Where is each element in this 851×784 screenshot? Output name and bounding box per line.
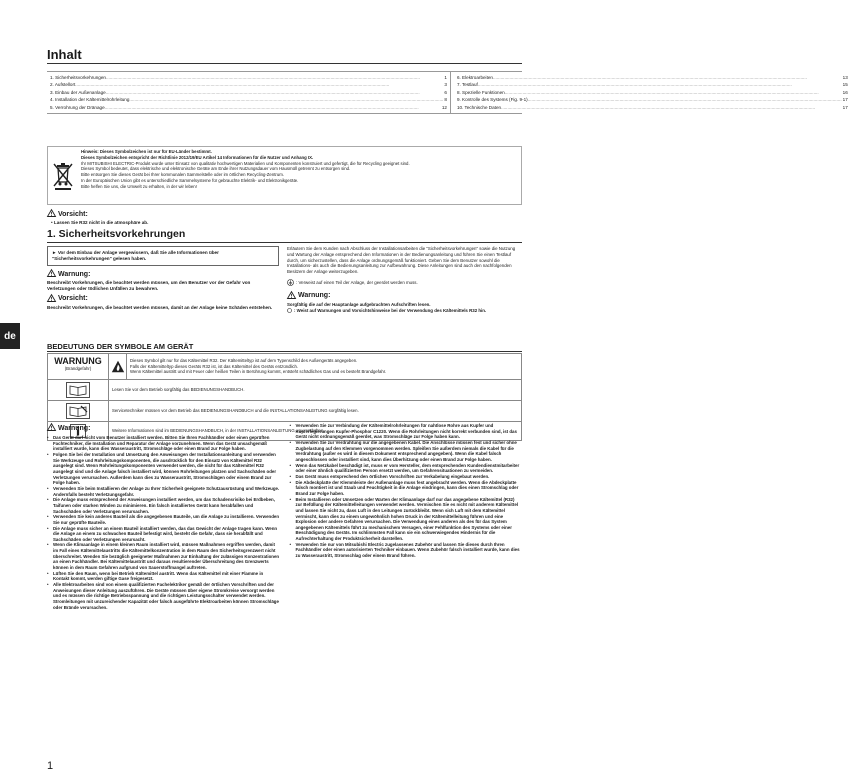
toc-entry-title: 1. Sicherheitsvorkehrungen [50,75,106,80]
toc-right-column [450,72,851,113]
toc-entry[interactable] [457,104,848,111]
toc-entry-page: 12 [441,104,447,110]
safety-left-column [47,246,279,311]
warning-item [47,452,280,486]
section-rule [47,242,522,243]
ground-symbol-text: : Verweist auf einen Teil der Anlage, der geerdet werden muss. [296,280,418,286]
symbol-text: Lesen Sie vor dem Betrieb sorgfältig das BEDIENUNGSHANDBUCH. [112,387,245,393]
toc-entry-page: 13 [842,75,848,80]
warning-item-text: Beim Installieren oder Umsetzen oder Warten der Klimaanlage darf nur das angegebene Kältemittel (R32) zur Befüllung der Kältemittelleitungen verwendet werden. Vermischen Sie es nicht mit anderem Kältemittel und lassen Sie nicht zu, dass Luft in den Leitungen zurückbleibt. Wenn sich Luft mit dem Kältemittel vermischt, kann dies zu einem ungewöhnlich hohen Druck in der Kältemittelleitung führen und eine Explosion oder andere Gefahren verursachen. Die Verwendung eines anderen als des für das System angegebenen Kältemittels führt zu mechanischem Versagen, einer Fehlfunktion des Systems oder einer Beschädigung des Geräts. Im schlimmsten Fall kann sie ein schwerwiegendes Hindernis für die Aufrechterhaltung der Produktsicherheit darstellen. [295,496,519,542]
page-title: Inhalt [47,47,82,62]
symbol-warning-line: Wenn Kältemittel austritt und mit Feuer oder heißen Teilen in Berührung kommt, entsteht schädliches Gas und es besteht Brandgefahr. [130,369,387,375]
warning-item [47,526,280,543]
ground-icon [287,279,294,288]
toc-entry[interactable] [457,81,848,88]
caution-label: Vorsicht: [58,295,88,303]
warning-item [47,435,280,452]
warning-label: Warnung: [58,424,91,432]
weee-notice-box [47,146,522,205]
toc-entry-page: 17 [842,97,848,103]
warning-item-text: Folgen Sie bei der Installation und Umsetzung den Anweisungen der Installationsanleitung und verwenden Sie Werkzeuge und Rohrleitungskomponenten, die ausdrücklich für den Einsatz von Kältemittel R32 ausgelegt sind. Wenn Rohrleitungskomponenten verwendet werden, die nicht für das Kältemittel R32 ausgelegt sind und die Anlage falsch installiert wird, können Rohrleitungen platzen und Sachschäden oder Verletzungen verursachen. Außerdem kann dies zu Wasseraustritt, Stromschlägen oder einem Brand zur Folge haben. [53,451,277,486]
warning-item-text: Die Abdeckplatte der Klemmleiste der Außenanlage muss fest angebracht werden. Wenn die Abdeckplatte falsch montiert ist und Staub und Feuchtigkeit in die Anlage eindringen, kann dies einen Stromschlag oder Brand zur Folge haben. [295,479,519,496]
weee-notice-text [78,147,413,204]
warning-item [47,486,280,497]
toc-entry-page: 16 [842,89,848,95]
warning-item [47,571,280,582]
warning-item-text: Die Anlage muss entsprechend der Anweisungen installiert werden, um das Schadensrisiko bei Erdbeben, Taifunen oder starken Winden zu minimieren. Ein falsch installiertes Gerät kann herabfallen und Sachschäden oder Verletzungen verursachen. [53,497,275,514]
warning-right-column [290,423,523,610]
warning-item-text: Das Gerät muss entsprechend den örtlichen Vorschriften zur Verkabelung eingebaut werden. [295,473,490,479]
caution-description: Beschreibt Vorkehrungen, die beachtet werden müssen, damit an der Anlage keine Schäden entstehen. [47,304,273,310]
toc-leader-dots [106,74,443,81]
toc-entry-page: 1 [444,75,447,80]
toc-entry[interactable] [50,81,447,88]
warning-item [47,497,280,514]
service-manual-icon [48,401,109,421]
warning-item-text: Wenn das Netzkabel beschädigt ist, muss er vom Hersteller, dem entsprechenden Kundendienstmitarbeiter oder einer ähnlich qualifizierten Person ersetzt werden, um Gefahrensituationen zu vermeiden. [295,462,520,474]
warning-triangle-icon [287,291,296,302]
warning-item [47,582,280,610]
bullet-icon: • [47,497,49,503]
bullet-icon: • [47,451,49,457]
warning-item [290,440,523,463]
warning-item-text: Verwenden Sie nur von Mitsubishi Electric zugelassenes Zubehör und lassen Sie dieses durch Ihren Fachhändler oder einen autorisierten Techniker einbauen. Wenn Zubehör falsch installiert wurde, kann dies zu Wasseraustritt, Stromschlag oder einem Brand führen. [295,541,520,559]
weee-line: Bitte helfen Sie uns, die Umwelt zu erhalten, in der wir leben! [81,183,197,189]
warning-item [290,423,523,440]
top-caution [47,209,307,226]
bullet-icon: • [289,439,292,445]
toc-leader-dots [478,81,842,88]
toc-leader-dots [129,96,443,103]
bullet-icon: • [47,435,49,440]
warning-item-text: Das Gerät darf nicht vom Benutzer installiert werden. Bitten Sie Ihren Fachhändler oder einen geprüften Fachtechniker, die Installation und Reparatur der Anlage vorzunehmen. Wenn das Gerät unsachgemäß installiert wurde, kann dies Wasseraustritt, Stromschläge oder einen Brand zur Folge haben. [53,435,270,452]
weee-line: Hinweis: Dieses Symbolzeichen ist nur für EU-Länder bestimmt. [81,149,212,154]
toc-entry[interactable] [457,89,848,96]
warning-triangle-icon [47,269,56,280]
toc-entry-title: 8. Spezielle Funktionen [456,89,505,95]
weee-line: Dieses Symbol bedeutet, dass elektrische und elektronische Geräte am Ende ihrer Nutzungsdauer vom Hausmüll getrennt zu entsorgen sind. [81,166,351,172]
bullet-icon: • [47,485,49,491]
symbols-heading: BEDEUTUNG DER SYMBOLE AM GERÄT [47,342,194,351]
toc-leader-dots [528,96,842,103]
toc-leader-dots [493,74,842,81]
weee-line: In der Europäischen Union gibt es unterschiedliche Sammelsysteme für gebrauchte Elektrik- und Elektronikgeräte. [81,177,299,183]
toc-entry[interactable] [457,96,848,103]
bullet-icon: • [47,514,49,520]
toc-entry-title: 4. Installation der Kältemittelrohrleitung [50,97,130,103]
bullet-icon: • [47,525,49,531]
section-title: 1. Sicherheitsvorkehrungen [47,228,186,240]
toc-entry-title: 6. Elektroarbeiten [456,75,493,80]
page-number: 1 [47,760,54,772]
warning-triangle-icon [47,423,56,434]
warning-label: Warnung: [298,292,331,300]
symbol-warning-subtitle: (Brandgefahr) [64,366,92,371]
symbol-row [48,400,521,421]
safety-right-column [287,246,522,314]
symbol-row [48,354,521,379]
symbol-warning-line: Dieses Symbol gilt nur für das Kältemittel R32. Der Kältemitteltyp ist auf dem Typenschild des Außengeräts angegeben. [130,358,358,364]
symbol-warning-title: WARNUNG [54,356,102,366]
weee-line: Bitte entsorgen Sie dieses Gerät bei Ihrer kommunalen Sammelstelle oder im örtlichen Recycling-Zentrum. [81,172,284,178]
toc-entry-page: 3 [444,82,447,88]
bullet-icon: • [289,462,292,468]
symbols-rule [47,351,522,352]
handover-instructions: Erläutern Sie dem Kunden nach Abschluss der Installationsarbeiten die "Sicherheitsvorkehrungen" sowie die Nutzung und Wartung der Anlage entsprechend den Informationen in der Bedienungsanleitung und führen Sie einen Testlauf durch, um sicherzustellen, dass die Anlage ordnungsgemäß funktioniert. Geben Sie dem Benutzer sowohl die Installations- als auch die Bedienungsanleitung zur Aufbewahrung. Diese Anleitungen sind auch den nachfolgenden Besitzern der Anlage weiterzugeben. [287,246,516,275]
warning-item-text: Lüften Sie den Raum, wenn bei Betrieb Kältemittel austritt. Wenn das Kältemittel mit einer Flamme in Kontakt kommt, werden giftige Gase freigesetzt. [53,570,264,582]
warning-item-text: Wenn die Klimaanlage in einem kleinen Raum installiert wird, müssen Maßnahmen ergriffen werden, damit im Fall eines Kältemittelaustritts die Kältemittelkonzentration in dem Raum den Sicherheitsgrenzwert nicht überschreitet. Wenden Sie bezüglich geeigneter Maßnahmen zur Einhaltung der zulässigen Konzentrationen an einen Fachhändler. Bei Kältemittelaustritt und daraus resultierender Überschreitung des Grenzwerts können in dem Raum Gefahren aufgrund von Sauerstoffmangel auftreten. [53,542,280,571]
toc-entry-title: 10. Technische Daten [456,104,502,110]
toc-entry-page: 8 [444,97,447,103]
toc-entry[interactable] [50,89,447,96]
warning-label: Warnung: [58,270,91,278]
warning-item [290,480,523,497]
bullet-icon: • [289,479,292,485]
read-manual-icon [48,380,109,400]
warning-item [290,497,523,542]
warning-item-text: Verwenden Sie zur Verbindung der Kältemittelrohrleitungen für nahtlose Rohre aus Kupfer und Kupferlegierungen Kupfer-Phosphor C1220. Wenn die Rohrleitungen nicht korrekt verbunden sind, ist das Gerät nicht ordnungsgemäß geerdet, was Stromschläge zur Folge haben kann. [295,423,517,440]
toc-entry[interactable] [50,104,447,111]
warning-text: : Weist auf Warnungen und Vorsichtshinweise bei der Verwendung des Kältemittels R32 hin. [294,307,487,313]
bullet-icon: • [47,582,49,588]
toc-entry-title: 5. Verrohrung der Dränage [50,104,105,110]
toc-leader-dots [105,104,441,111]
caution-triangle-icon [47,209,56,220]
bullet-icon: • [289,423,292,428]
warning-item [47,542,280,570]
warning-item-text: Verwenden Sie kein anderes Bauteil als die angegebenen Bauteile, um die Anlage zu installieren. Verwenden Sie nur geprüfte Bauteile. [53,514,280,525]
toc-entry[interactable] [457,74,848,81]
bullet-icon: • [47,542,49,548]
toc-entry-page: 6 [444,89,447,95]
symbol-text: Weitere Informationen sind im BEDIENUNGSHANDBUCH, in der INSTALLATIONSANLEITUNG usw. enthalten. [112,428,325,434]
toc-entry-title: 7. Testlauf [456,82,478,88]
small-circle-icon [287,308,292,315]
symbol-text: Servicetechniker müssen vor dem Betrieb das BEDIENUNGSHANDBUCH und die INSTALLATIONSANLEITUNG sorgfältig lesen. [112,408,359,414]
flame-warning-icon [109,354,127,379]
crossed-bin-icon [48,147,78,204]
warning-item [290,463,523,474]
symbol-row [48,379,521,400]
warning-left-column [47,423,280,610]
warning-item-text: Alle Elektroarbeiten sind von einem qualifizierten Fachelektriker gemäß der örtlichen Vorschriften und der Anweisungen dieser Anleitung auszuführen. Die Geräte müssen über eigene Stromkreise versorgt werden und es müssen die richtige Betriebsspannung und die richtigen Leistungsschalter verwendet werden. Stromleitungen mit unzureichender Kapazität oder falsch ausgeführte Elektroarbeiten können Stromschläge oder Brände verursachen. [53,582,279,610]
language-tab: de [0,323,20,349]
toc-entry-title: 3. Einbau der Außenanlage [50,89,106,95]
toc-entry-title: 9. Kontrolle des Systems (Fig. 9-1) [456,97,528,103]
warning-text: Sorgfältig die auf der Hauptanlage aufgebrachten Aufschriften lesen. [287,301,431,307]
caution-text: • Lassen Sie R32 nicht in die atmosphäre ab. [51,220,149,225]
weee-line: Ihr MITSUBISHI ELECTRIC-Produkt wurde unter Einsatz von qualitativ hochwertigen Materialien und Komponenten konstruiert und gefertigt, die für Recycling geeignet sind. [81,160,410,166]
table-of-contents [47,71,848,114]
toc-entry[interactable] [50,96,447,103]
bullet-icon: • [47,570,49,576]
toc-entry-title: 2. Aufstellort [50,82,76,88]
toc-entry-page: 17 [842,104,848,110]
title-rule [47,63,522,64]
toc-leader-dots [501,104,842,111]
caution-label: Vorsicht: [58,210,88,218]
warning-item-text: Verwenden Sie zur Verdrahtung nur die angegebenen Kabel. Die Anschlüsse müssen fest und sicher ohne Zugbelastung auf den Klemmen vorgenommen werden. Spleißen Sie außerdem niemals die Kabel für die Verdrahtung (außer es wird in diesem Dokument entsprechend angegeben). Wenn die Kabel falsch angeschlossen oder installiert sind, kann dies Überhitzung oder einen Brand zur Folge haben. [295,439,517,462]
weee-line: Dieses Symbolzeichen entspricht der Richtlinie 2012/19/EU Artikel 14 Informationen für die Nutzer und Anhang IX. [81,154,314,160]
caution-triangle-icon [47,294,56,305]
toc-leader-dots [505,89,842,96]
warning-item-text: Die Anlage muss sicher an einem Bauteil installiert werden, das das Gewicht der Anlage tragen kann. Wenn die Anlage an einem zu schwachen Bauteil befestigt wird, besteht die Gefahr, dass sie herabfällt und Sachschäden oder Verletzungen verursacht. [53,525,278,542]
toc-entry[interactable] [50,74,447,81]
warning-item-text: Verwenden Sie beim Installieren der Anlage zu Ihrer Sicherheit geeignete Schutzausrüstung und Werkzeuge. Andernfalls besteht Verletzungsgefahr. [53,485,280,497]
bullet-icon: • [289,541,292,547]
toc-leader-dots [106,89,444,96]
warning-item [290,542,523,559]
warning-description: Beschreibt Vorkehrungen, die beachtet werden müssen, um den Benutzer vor der Gefahr von Verletzungen oder tödlichen Unfällen zu bewahren. [47,280,251,291]
read-first-note: ► Vor dem Einbau der Anlage vergewissern, daß Sie alle Informationen über "Sicherheitsvorkehrungen" gelesen haben. [47,246,279,266]
bullet-icon: • [289,473,292,479]
toc-entry-page: 15 [842,82,848,88]
toc-left-column [47,72,450,113]
warning-item [47,514,280,525]
toc-leader-dots [75,81,443,88]
bullet-icon: • [289,496,292,502]
symbol-warning-line: Falls der Kältemitteltyp dieses Geräts R32 ist, ist das Kältemittel des Geräts entzündlich. [130,363,299,369]
warning-section [47,423,522,610]
